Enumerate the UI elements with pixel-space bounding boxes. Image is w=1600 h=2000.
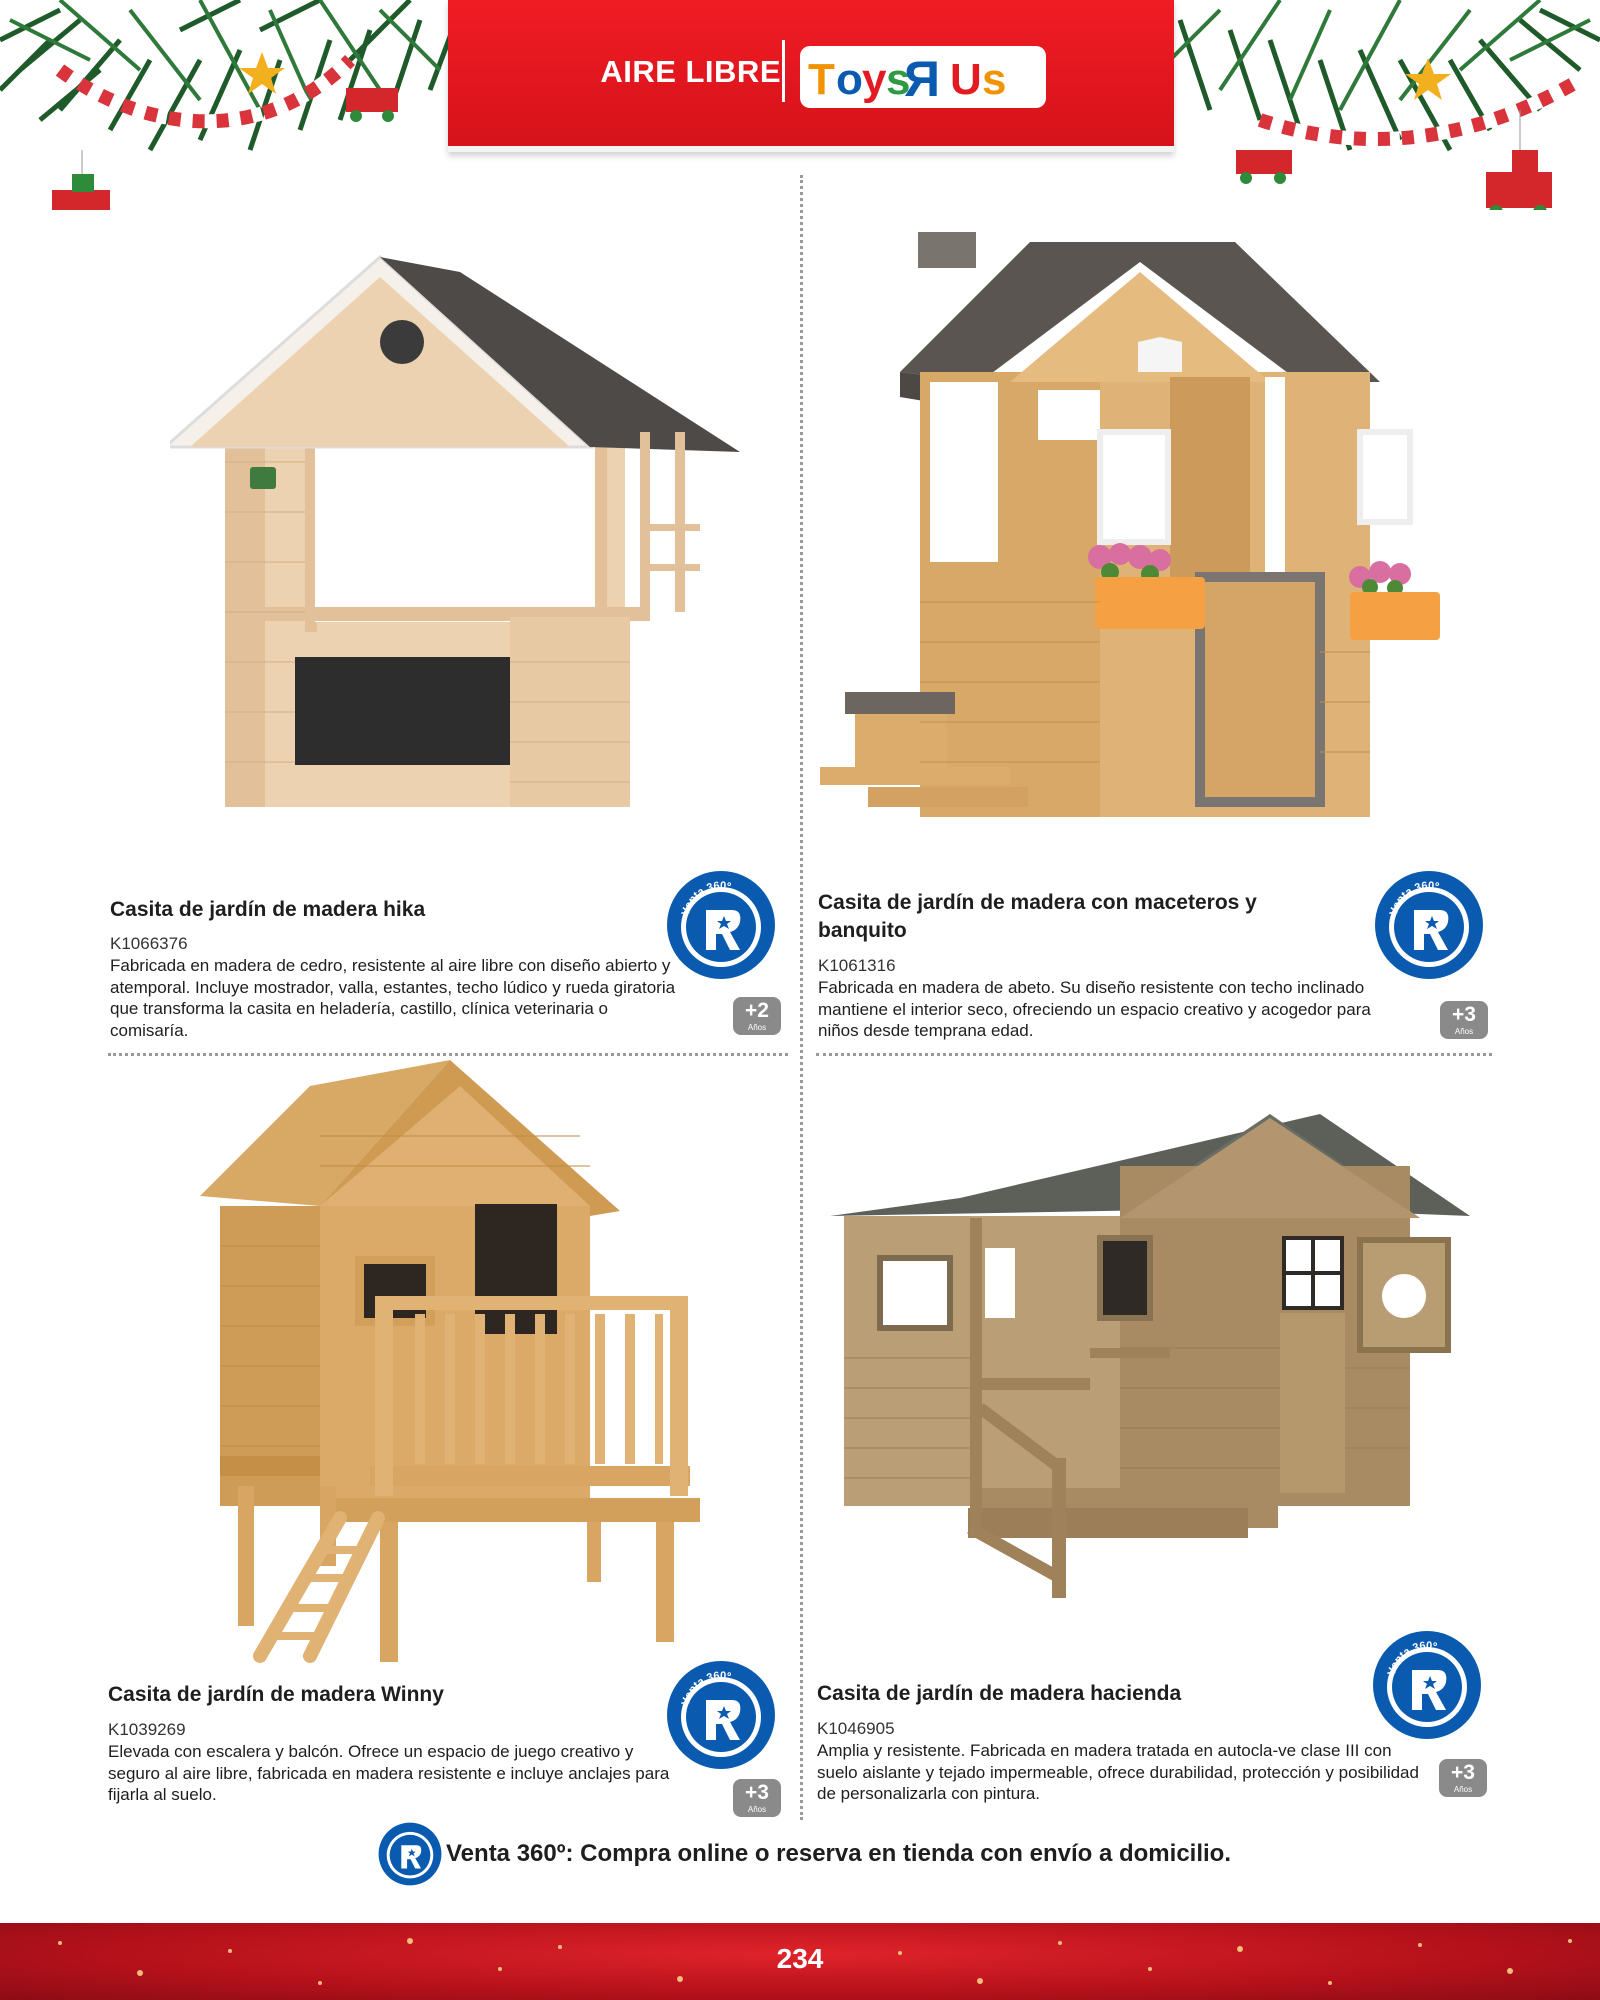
age-badge [1440,1001,1488,1039]
venta-360-badge-icon [1374,870,1484,980]
footer-note-text: Venta 360º: Compra online o reserva en tienda con envío a domicilio. [446,1840,1231,1867]
christmas-garland-left-decoration [0,0,470,210]
venta-360-footer-note [378,1822,1258,1886]
row-divider-right [816,1053,1492,1056]
age-value: +2 [745,999,769,1022]
product-image-winny-playhouse [200,1056,710,1666]
product-code: K1066376 [110,934,188,953]
svg-text:s: s [982,55,1007,104]
product-title: Casita de jardín de madera hika [110,898,426,921]
svg-text:Venta 360º: Venta 360º [679,879,732,917]
svg-text:s: s [886,55,911,104]
footer-bar [0,1920,1600,2000]
product-image-hika-playhouse [170,252,750,822]
page-number: 234 [776,1943,824,1974]
product-description: Fabricada en madera de abeto. Su diseño resistente con techo inclinado mantiene el interior seco, ofreciendo un espacio creativo y acogedor para niños desde temprana edad. [818,978,1371,1040]
product-code: K1046905 [817,1719,895,1738]
header-divider [782,40,785,102]
age-unit: Años [1454,1027,1474,1036]
product-title: Casita de jardín de madera con maceteros y banquito [818,891,1257,942]
age-value: +3 [1451,1761,1475,1784]
svg-text:o: o [836,55,863,104]
product-code: K1039269 [108,1720,186,1739]
svg-text:U: U [950,55,982,104]
age-value: +3 [745,1781,769,1804]
age-unit: Años [747,1805,767,1814]
age-badge [733,997,781,1035]
venta-360-badge-icon [666,870,776,980]
svg-text:T: T [808,55,835,104]
svg-text:y: y [862,55,887,104]
venta-360-small-icon [378,1822,442,1886]
svg-text:Venta 360º: Venta 360º [679,1669,732,1707]
product-code: K1061316 [818,956,896,975]
product-image-hacienda-playhouse [830,1108,1470,1618]
product-title: Casita de jardín de madera Winny [108,1683,444,1706]
toysrus-logo [800,46,1046,108]
product-description: Amplia y resistente. Fabricada en madera tratada en autocla-ve clase III con suelo aislante y tejado impermeable, ofrece durabilidad, protección y posibilidad de personalizarla con pintura. [817,1741,1419,1803]
age-badge [733,1779,781,1817]
svg-text:R: R [903,51,940,107]
age-unit: Años [747,1023,767,1032]
age-badge [1439,1759,1487,1797]
header-banner [448,0,1174,152]
age-unit: Años [1453,1785,1473,1794]
product-description: Fabricada en madera de cedro, resistente al aire libre con diseño abierto y atemporal. Incluye mostrador, valla, estantes, techo lúdico y rueda giratoria que transforma la casita en heladería, castillo, clínica veterinaria o comisaría. [110,956,676,1040]
product-image-maceteros-playhouse [820,222,1480,832]
venta-360-badge-icon [666,1660,776,1770]
christmas-garland-right-decoration [1130,0,1600,210]
svg-text:Venta 360º: Venta 360º [1387,879,1440,917]
section-title: AIRE LIBRE [600,54,781,89]
svg-text:Venta 360º: Venta 360º [1385,1639,1438,1677]
venta-360-badge-icon [1372,1630,1482,1740]
column-divider [800,175,803,1820]
product-description: Elevada con escalera y balcón. Ofrece un espacio de juego creativo y seguro al aire libre, fabricada en madera resistente e incluye anclajes para fijarla al suelo. [108,1742,670,1804]
age-value: +3 [1452,1003,1476,1026]
product-title: Casita de jardín de madera hacienda [817,1682,1182,1705]
